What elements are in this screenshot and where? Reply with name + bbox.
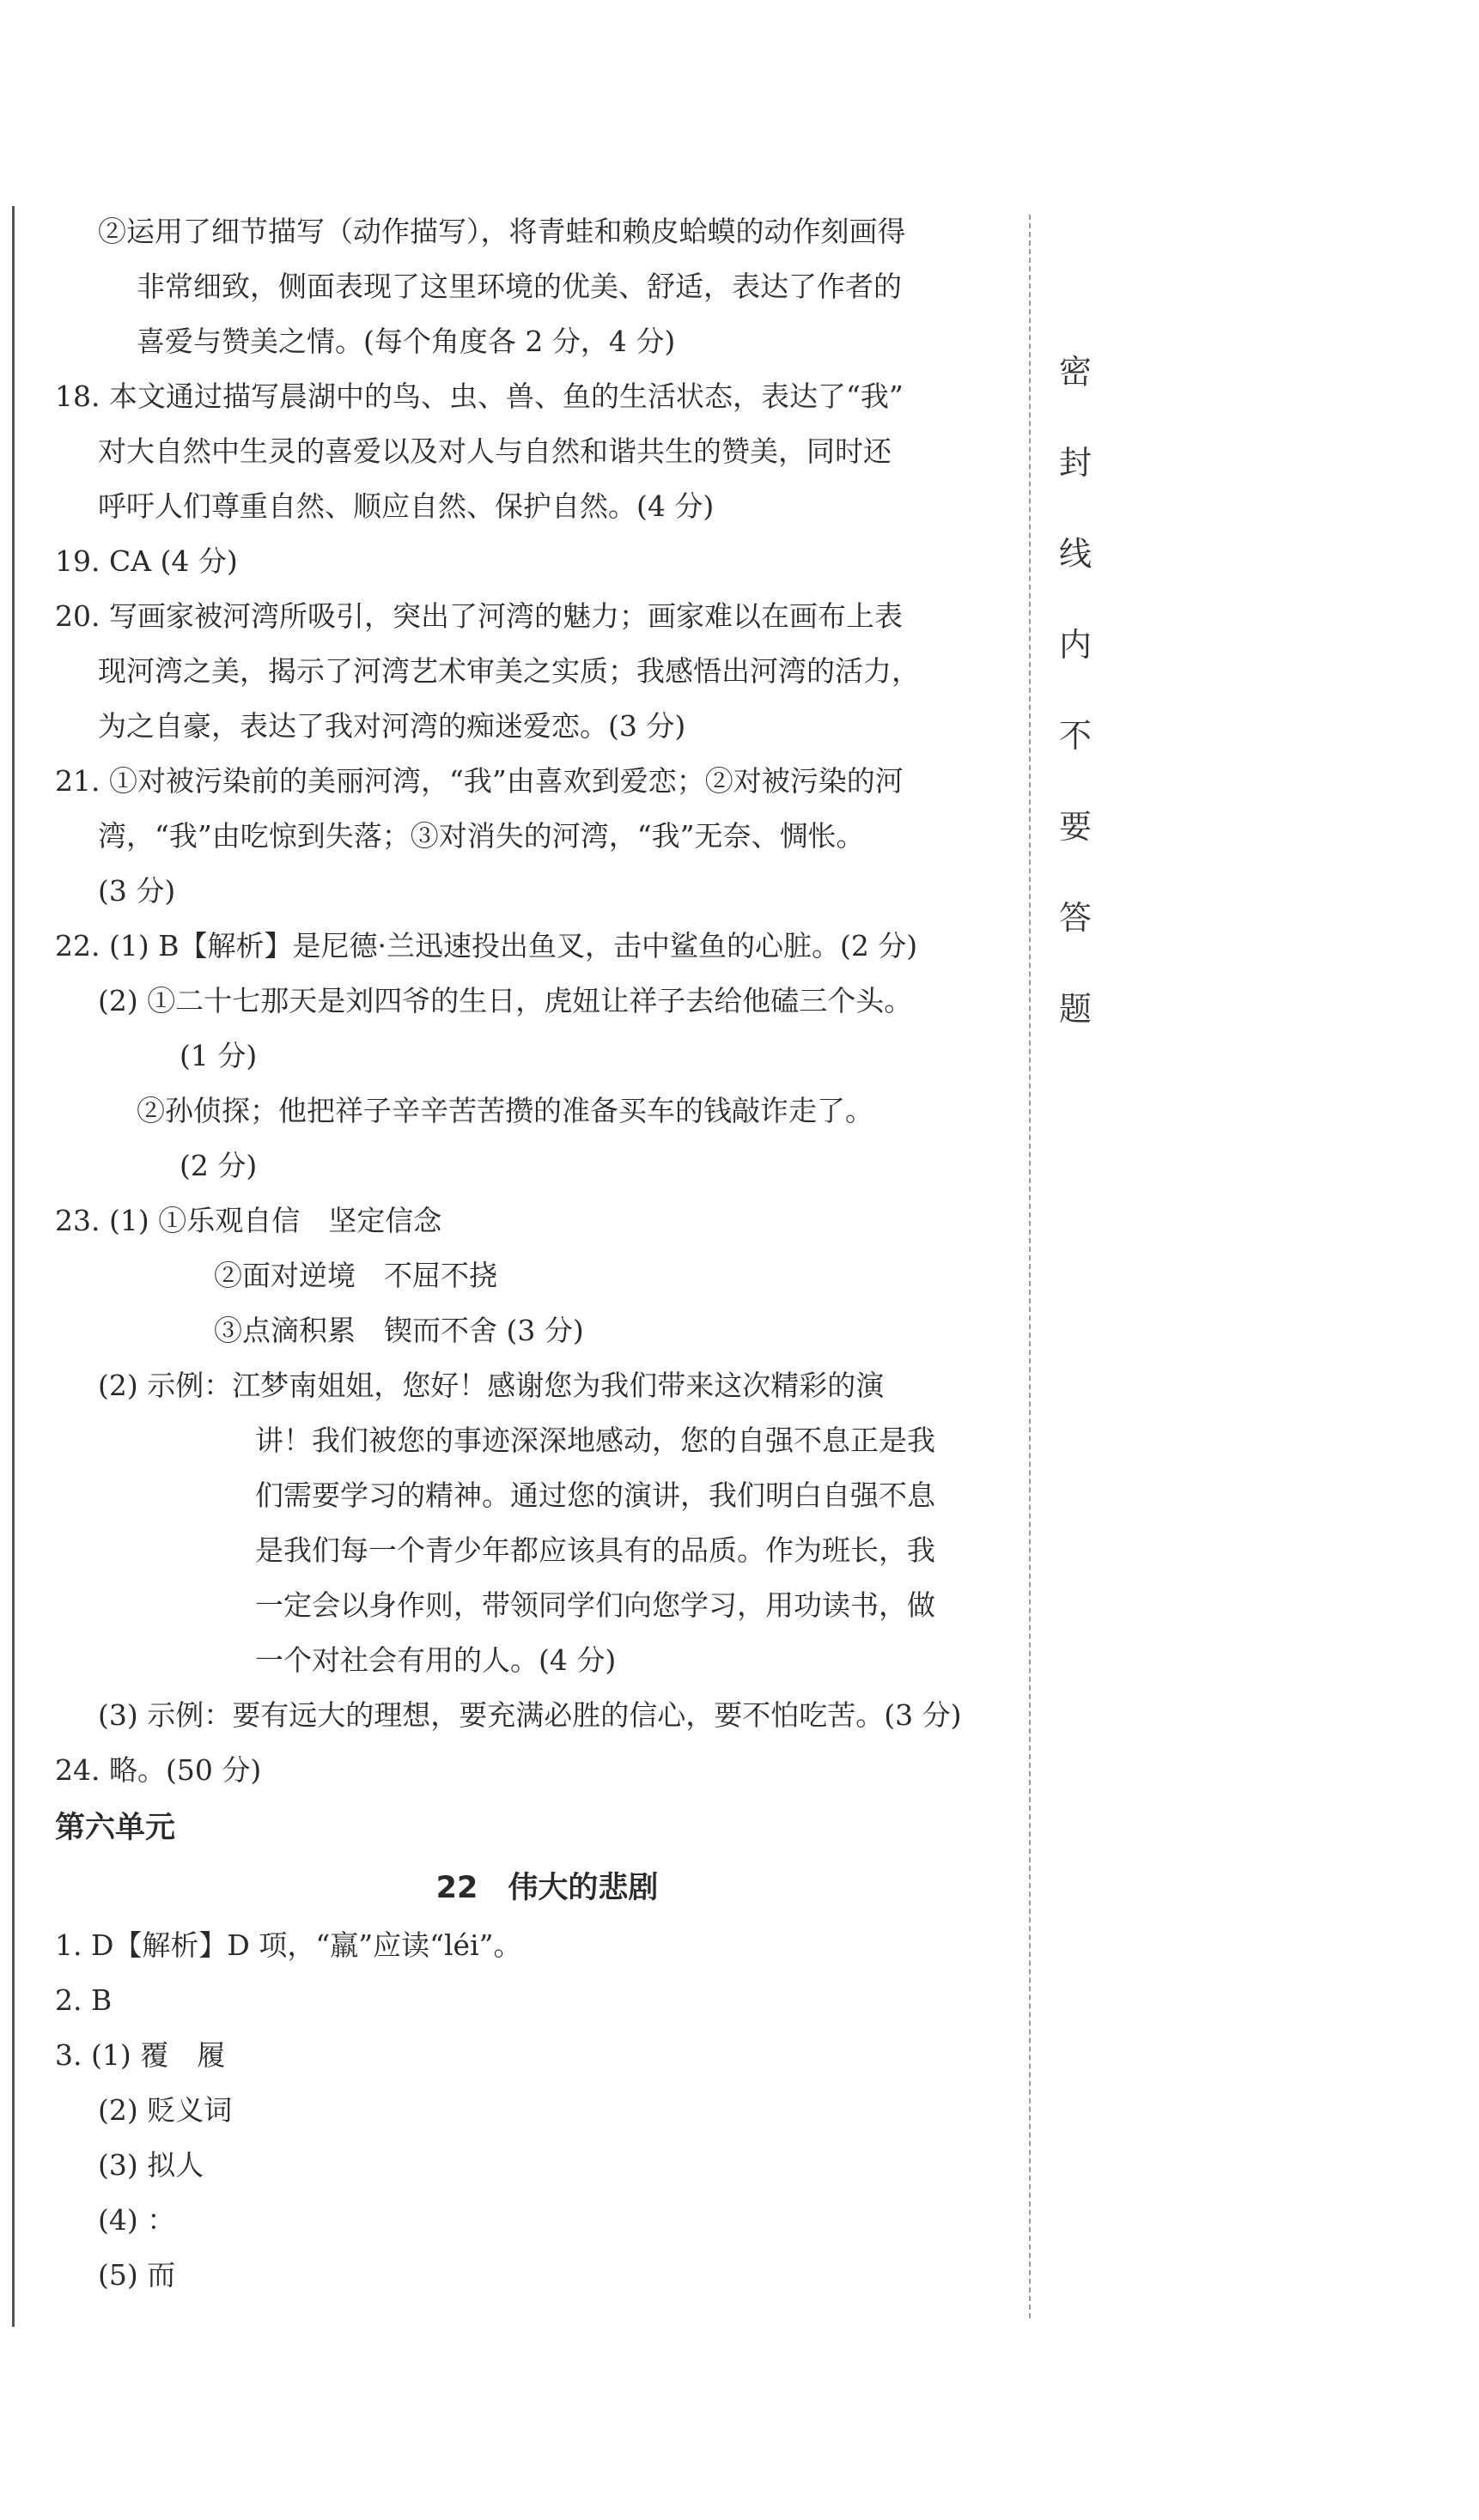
answer-line: ②面对逆境 不屈不挠 bbox=[214, 1259, 497, 1292]
seal-char: 密 bbox=[1058, 353, 1092, 391]
answer-line: (3 分) bbox=[98, 874, 176, 908]
answer-line: 24. 略。(50 分) bbox=[55, 1753, 262, 1787]
answer-line: 喜爱与赞美之情。(每个角度各 2 分，4 分) bbox=[137, 325, 676, 358]
answer-line: (5) 而 bbox=[98, 2258, 176, 2292]
answer-line: ②运用了细节描写（动作描写），将青蛙和赖皮蛤蟆的动作刻画得 bbox=[98, 215, 906, 248]
seal-char: 题 bbox=[1058, 990, 1092, 1028]
answer-line: 23. (1) ①乐观自信 坚定信念 bbox=[55, 1204, 442, 1237]
unit-title: 第六单元 bbox=[55, 1811, 176, 1845]
seal-char: 不 bbox=[1058, 717, 1092, 755]
answer-line: 湾，“我”由吃惊到失落；③对消失的河湾，“我”无奈、惆怅。 bbox=[98, 819, 865, 853]
answer-line: 讲！我们被您的事迹深深地感动，您的自强不息正是我 bbox=[255, 1424, 935, 1457]
seal-char: 要 bbox=[1058, 808, 1092, 846]
left-margin-rule bbox=[12, 206, 15, 2327]
answer-line: 1. D【解析】D 项，“羸”应读“léi”。 bbox=[55, 1928, 522, 1962]
answer-line: ③点滴积累 锲而不舍 (3 分) bbox=[214, 1314, 584, 1347]
answer-line: (2 分) bbox=[180, 1149, 258, 1182]
answer-line: 3. (1) 覆 履 bbox=[55, 2038, 226, 2072]
answer-line: 20. 写画家被河湾所吸引，突出了河湾的魅力；画家难以在画布上表 bbox=[55, 599, 903, 633]
answer-line: 呼吁人们尊重自然、顺应自然、保护自然。(4 分) bbox=[98, 489, 715, 523]
answers-unit-five bbox=[55, 204, 1005, 1798]
seal-char: 内 bbox=[1058, 626, 1092, 664]
answer-content bbox=[55, 204, 1005, 2303]
answer-line: ②孙侦探；他把祥子辛辛苦苦攒的准备买车的钱敲诈走了。 bbox=[137, 1094, 873, 1127]
answer-line: 21. ①对被污染前的美丽河湾，“我”由喜欢到爱恋；②对被污染的河 bbox=[55, 764, 904, 798]
answer-line: 现河湾之美，揭示了河湾艺术审美之实质；我感悟出河湾的活力， bbox=[98, 654, 920, 688]
answer-line: 们需要学习的精神。通过您的演讲，我们明白自强不息 bbox=[255, 1479, 935, 1512]
answer-line: 为之自豪，表达了我对河湾的痴迷爱恋。(3 分) bbox=[98, 709, 686, 743]
answer-line: 19. CA (4 分) bbox=[55, 544, 238, 578]
answer-line: 对大自然中生灵的喜爱以及对人与自然和谐共生的赞美，同时还 bbox=[98, 434, 892, 468]
answer-line: (3) 拟人 bbox=[98, 2148, 204, 2182]
seal-char: 封 bbox=[1058, 444, 1092, 482]
seal-char: 答 bbox=[1058, 899, 1092, 937]
answer-line: 18. 本文通过描写晨湖中的鸟、虫、兽、鱼的生活状态，表达了“我” bbox=[55, 380, 904, 413]
answer-line: 2. B bbox=[55, 1983, 113, 2017]
answer-line: (2) 贬义词 bbox=[98, 2093, 233, 2127]
answer-line: (4) ： bbox=[98, 2203, 176, 2237]
answers-lesson-22 bbox=[55, 1918, 1005, 2303]
seal-char: 线 bbox=[1058, 535, 1092, 573]
answer-line: 一个对社会有用的人。(4 分) bbox=[255, 1643, 617, 1677]
answer-line: (3) 示例：要有远大的理想，要充满必胜的信心，要不怕吃苦。(3 分) bbox=[98, 1698, 962, 1732]
answer-line: (2) 示例：江梦南姐姐，您好！感谢您为我们带来这次精彩的演 bbox=[98, 1369, 885, 1402]
answer-line: (1 分) bbox=[180, 1039, 258, 1072]
answer-line: (2) ①二十七那天是刘四爷的生日，虎妞让祥子去给他磕三个头。 bbox=[98, 984, 913, 1017]
answer-line: 是我们每一个青少年都应该具有的品质。作为班长，我 bbox=[255, 1533, 935, 1567]
answer-line: 一定会以身作则，带领同学们向您学习，用功读书，做 bbox=[255, 1588, 935, 1622]
seal-line bbox=[1029, 215, 1031, 2318]
answer-line: 非常细致，侧面表现了这里环境的优美、舒适，表达了作者的 bbox=[137, 270, 902, 303]
answer-line: 22. (1) B【解析】是尼德·兰迅速投出鱼叉，击中鲨鱼的心脏。(2 分) bbox=[55, 929, 918, 962]
lesson-title: 22 伟大的悲剧 bbox=[435, 1871, 659, 1905]
